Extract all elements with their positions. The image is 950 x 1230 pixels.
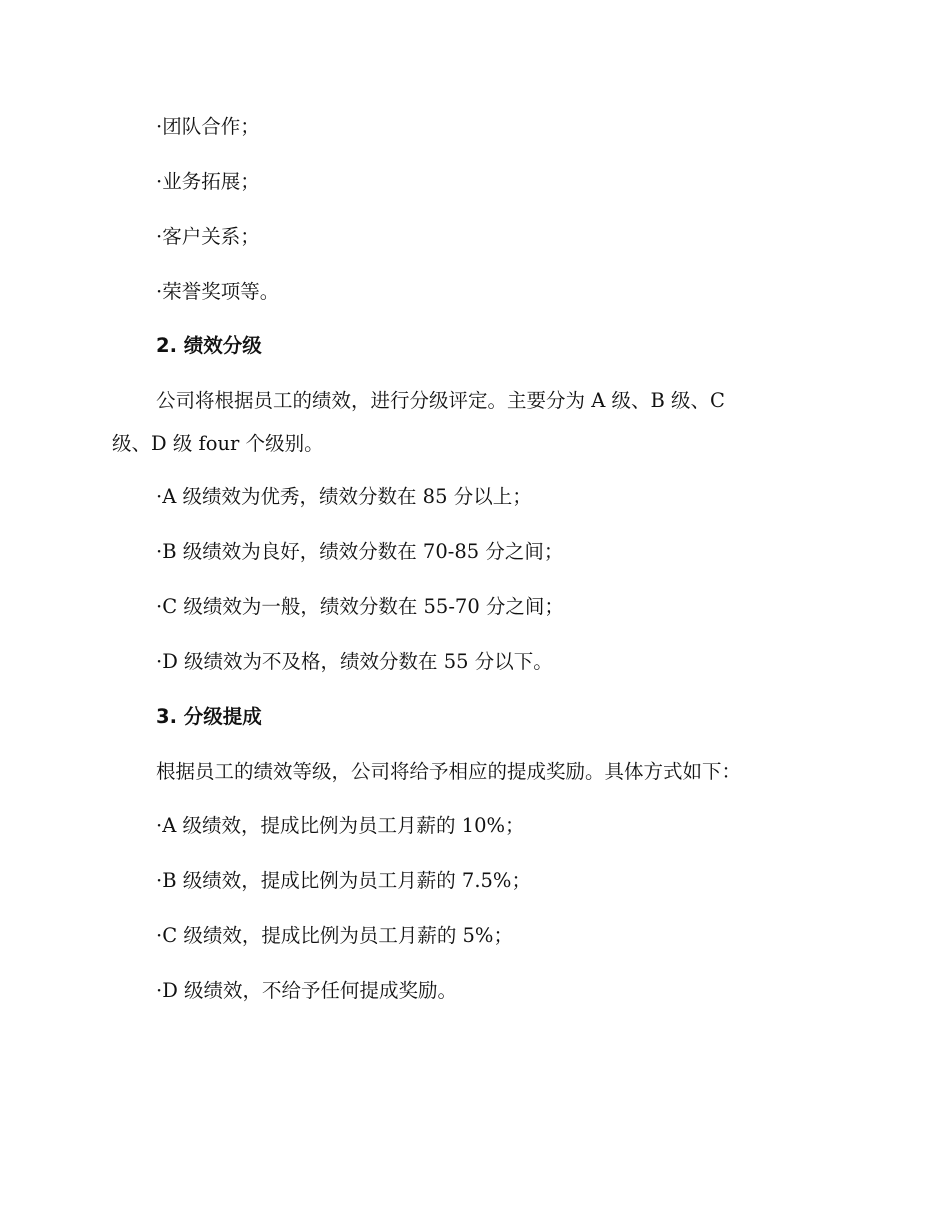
list-item: ·A 级绩效，提成比例为员工月薪的 10%； — [156, 814, 525, 837]
list-item: ·D 级绩效，不给予任何提成奖励。 — [156, 979, 458, 1002]
list-item: ·C 级绩效为一般，绩效分数在 55-70 分之间； — [156, 595, 564, 618]
section-heading: 2. 绩效分级 — [156, 334, 262, 357]
list-item: ·荣誉奖项等。 — [156, 280, 280, 303]
paragraph-line: 级、D 级 four 个级别。 — [112, 432, 324, 455]
list-item: ·B 级绩效，提成比例为员工月薪的 7.5%； — [156, 869, 531, 892]
paragraph-line: 根据员工的绩效等级，公司将给予相应的提成奖励。具体方式如下： — [156, 760, 742, 783]
list-item: ·B 级绩效为良好，绩效分数在 70-85 分之间； — [156, 540, 564, 563]
list-item: ·D 级绩效为不及格，绩效分数在 55 分以下。 — [156, 650, 553, 673]
list-item: ·C 级绩效，提成比例为员工月薪的 5%； — [156, 924, 513, 947]
list-item: ·团队合作； — [156, 115, 260, 138]
paragraph-line: 公司将根据员工的绩效，进行分级评定。主要分为 A 级、B 级、C — [156, 389, 725, 412]
list-item: ·业务拓展； — [156, 170, 260, 193]
list-item: ·A 级绩效为优秀，绩效分数在 85 分以上； — [156, 485, 532, 508]
section-heading: 3. 分级提成 — [156, 705, 262, 728]
list-item: ·客户关系； — [156, 225, 260, 248]
